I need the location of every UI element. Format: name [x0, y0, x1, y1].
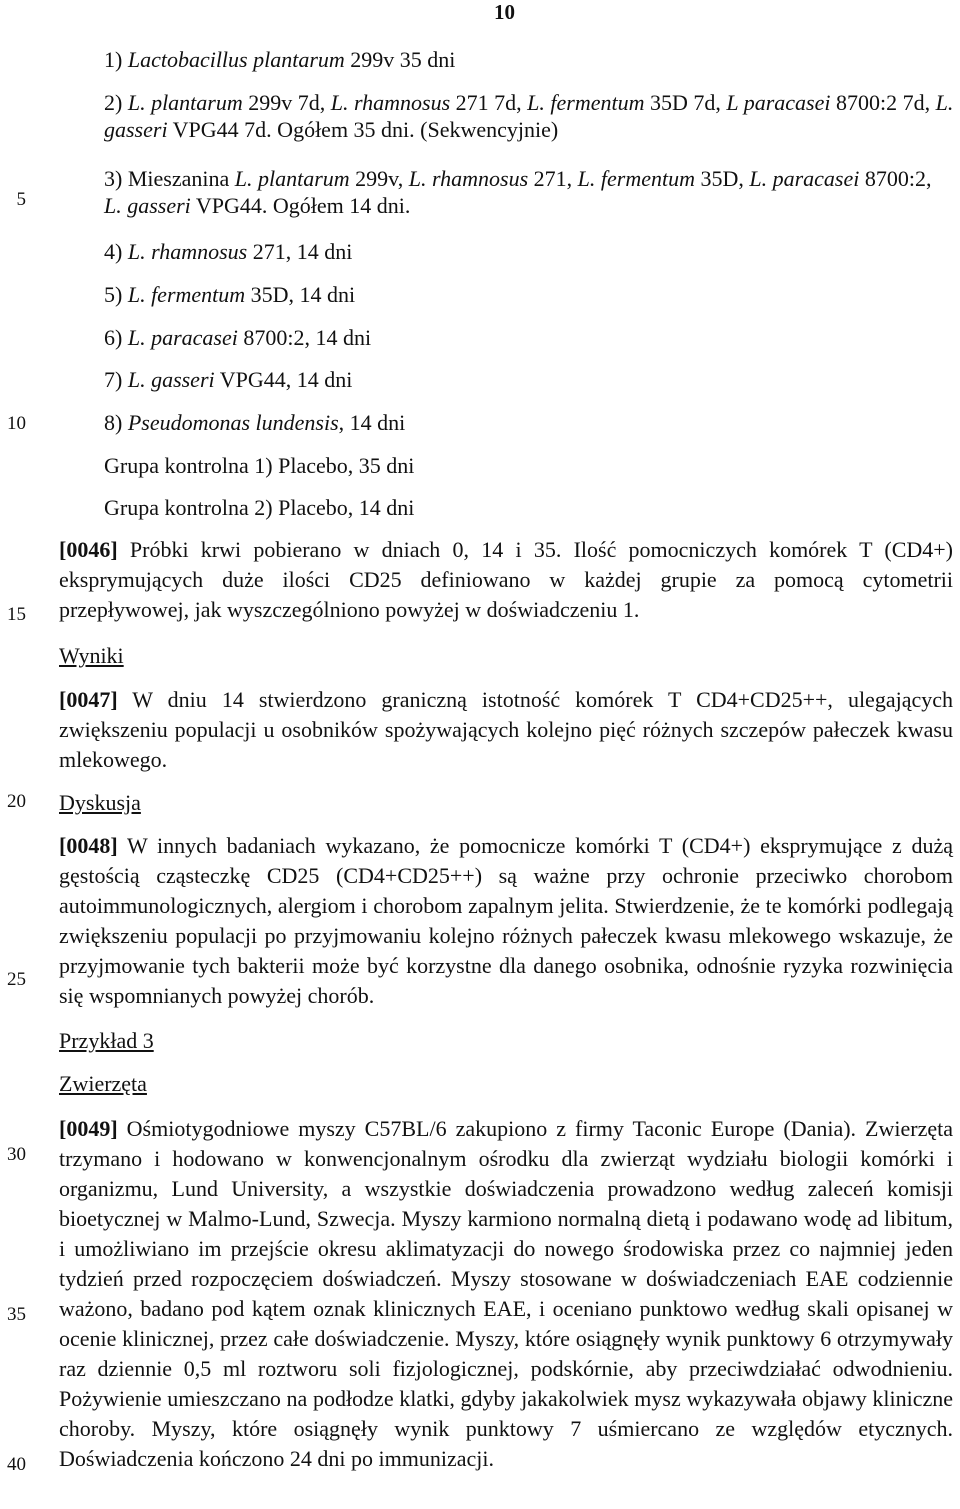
paragraph-tag: [0046] [59, 537, 118, 562]
line-number: 10 [7, 413, 26, 434]
line-number: 35 [7, 1304, 26, 1325]
heading-przyklad-3: Przykład 3 [59, 1028, 154, 1053]
paragraph-0048: [0048] W innych badaniach wykazano, że pomocnicze komórki T (CD4+) eksprymujące z dużą gęstością cząsteczkę CD25 (CD4+CD25++) są ważne przy ochronie przeciwko chorobom autoimmunologicznych, alergiom i chorobom zapalnym jelita. Stwierdzenie, że te komórki podlegają zwiększeniu populacji po przyjmowaniu kolejno różnych pałeczek kwasu mlekowego wskazuje, że przyjmowanie tych bakterii może być korzystne dla danego osobnika, odnośnie ryzyka rozwinięcia się wspomnianych powyżej chorób. [59, 833, 953, 1008]
paragraph-0047: [0047] W dniu 14 stwierdzono graniczną istotność komórek T CD4+CD25++, ulegających zwiększeniu populacji u osobników spożywających kolejno pięć różnych szczepów pałeczek kwasu mlekowego. [59, 687, 953, 772]
paragraph-tag: [0049] [59, 1116, 118, 1141]
heading-wyniki: Wyniki [59, 643, 124, 668]
page-number: 10 [494, 0, 515, 24]
line-number: 40 [7, 1454, 26, 1475]
group-item-4: 4) L. rhamnosus 271, 14 dni [104, 239, 353, 264]
paragraph-tag: [0048] [59, 833, 118, 858]
line-number: 25 [7, 969, 26, 990]
group-item-1: 1) Lactobacillus plantarum 299v 35 dni [104, 47, 456, 72]
heading-dyskusja: Dyskusja [59, 790, 141, 815]
paragraph-tag: [0047] [59, 687, 118, 712]
group-item-3: 3) Mieszanina L. plantarum 299v, L. rhamnosus 271, L. fermentum 35D, L. paracasei 8700:2, L. gasseri VPG44. Ogółem 14 dni. [104, 166, 932, 218]
group-item-5: 5) L. fermentum 35D, 14 dni [104, 282, 356, 307]
group-item-2: 2) L. plantarum 299v 7d, L. rhamnosus 271 7d, L. fermentum 35D 7d, L paracasei 8700:2 7d, L. gasseri VPG44 7d. Ogółem 35 dni. (Sekwencyjnie) [104, 90, 954, 142]
line-number: 15 [7, 604, 26, 625]
control-group-2: Grupa kontrolna 2) Placebo, 14 dni [104, 495, 415, 520]
line-number: 20 [7, 791, 26, 812]
group-item-7: 7) L. gasseri VPG44, 14 dni [104, 367, 353, 392]
paragraph-0049: [0049] Ośmiotygodniowe myszy C57BL/6 zakupiono z firmy Taconic Europe (Dania). Zwierzęta trzymano i hodowano w konwencjonalnym ośrodku dla zwierząt wydziału biologii komórki i organizmu, Lund University, a wszystkie doświadczenia prowadzono według zaleceń komisji bioetycznej w Malmo-Lund, Szwecja. Myszy karmiono normalną dietą i podawano wodę ad libitum, i umożliwiano im przejście okresu aklimatyzacji do nowego środowiska przez co najmniej jeden tydzień przed rozpoczęciem doświadczeń. Myszy stosowane w doświadczeniach EAE codziennie ważono, badano pod kątem oznak klinicznych EAE, i oceniano punktowo według skali opisanej w ocenie klinicznej, przez całe doświadczenie. Myszy, które osiągnęły wynik punktowy 6 otrzymywały raz dziennie 0,5 ml roztworu soli fizjologicznej, podskórnie, aby przeciwdziałać odwodnieniu. Pożywienie umieszczano na podłodze klatki, gdyby jakakolwiek mysz wykazywała objawy kliniczne choroby. Myszy, które osiągnęły wynik punktowy 7 uśmiercano ze względów etycznych. Doświadczenia kończono 24 dni po immunizacji. [59, 1116, 953, 1471]
line-number: 5 [16, 189, 26, 210]
paragraph-0046: [0046] Próbki krwi pobierano w dniach 0, 14 i 35. Ilość pomocniczych komórek T (CD4+) eksprymujących duże ilości CD25 definiowano w każdej grupie za pomocą cytometrii przepływowej, jak wyszczególniono powyżej w doświadczeniu 1. [59, 537, 953, 622]
group-item-6: 6) L. paracasei 8700:2, 14 dni [104, 325, 372, 350]
group-item-8: 8) Pseudomonas lundensis, 14 dni [104, 410, 406, 435]
control-group-1: Grupa kontrolna 1) Placebo, 35 dni [104, 453, 415, 478]
line-number: 30 [7, 1144, 26, 1165]
heading-zwierzeta: Zwierzęta [59, 1071, 147, 1096]
